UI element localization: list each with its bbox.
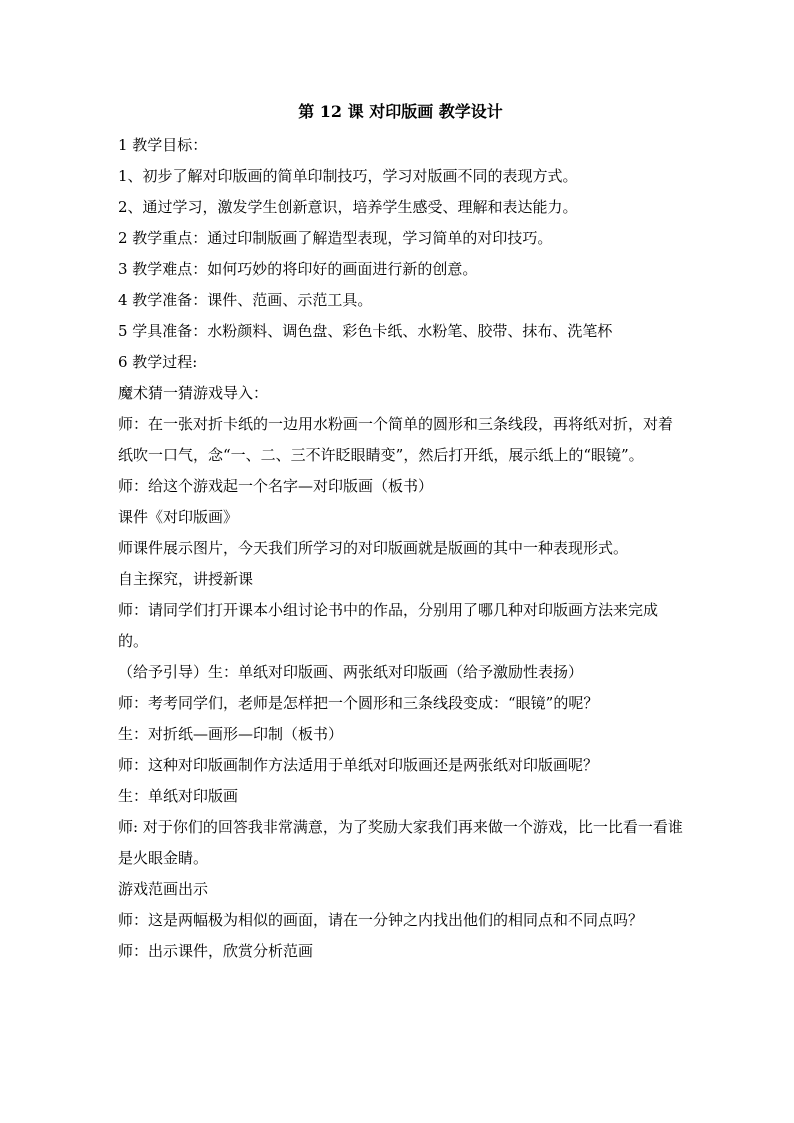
paragraph-teacher-prep: 4 教学准备：课件、范画、示范工具。 <box>118 291 373 309</box>
paragraph-student-prep: 5 学具准备：水粉颜料、调色盘、彩色卡纸、水粉笔、胶带、抹布、洗笔杯 <box>118 322 613 340</box>
paragraph-courseware: 课件《对印版画》 <box>118 508 239 526</box>
paragraph-guidance: （给予引导）生：单纸对印版画、两张纸对印版画（给予激励性表扬） <box>118 663 584 681</box>
paragraph-key-points: 2 教学重点：通过印制版画了解造型表现，学习简单的对印技巧。 <box>118 229 553 247</box>
document-page <box>118 100 683 967</box>
paragraph-student-answer-steps: 生：对折纸—画形—印制（板书） <box>118 725 344 743</box>
paragraph-difficulties: 3 教学难点：如何巧妙的将印好的画面进行新的创意。 <box>118 260 478 278</box>
document-title: 第 12 课 对印版画 教学设计 <box>298 102 503 121</box>
paragraph-show-courseware: 师：出示课件，欣赏分析范画 <box>118 942 314 960</box>
paragraph-group-discussion: 师：请同学们打开课本小组讨论书中的作品，分别用了哪几种对印版画方法来完成的。 <box>118 601 659 650</box>
paragraph-magic-intro: 魔术猜一猜游戏导入： <box>118 384 269 402</box>
paragraph-objective-1: 1、初步了解对印版画的简单印制技巧，学习对版画不同的表现方式。 <box>118 167 578 185</box>
paragraph-process-heading: 6 教学过程: <box>118 353 198 371</box>
paragraph-teacher-question-method: 师：这种对印版画制作方法适用于单纸对印版画还是两张纸对印版画呢？ <box>118 756 599 774</box>
paragraph-teacher-question: 师：考考同学们，老师是怎样把一个圆形和三条线段变成：“眼镜”的呢？ <box>118 694 599 712</box>
document-body <box>118 130 683 967</box>
paragraph-game-heading: 游戏范画出示 <box>118 880 209 898</box>
paragraph-student-answer-method: 生：单纸对印版画 <box>118 787 239 805</box>
paragraph-compare-question: 师：这是两幅极为相似的画面，请在一分钟之内找出他们的相同点和不同点吗？ <box>118 911 644 929</box>
paragraph-explore-heading: 自主探究，讲授新课 <box>118 570 254 588</box>
paragraph-game-name: 师：给这个游戏起一个名字—对印版画（板书） <box>118 477 434 495</box>
paragraph-magic-description: 师：在一张对折卡纸的一边用水粉画一个简单的圆形和三条线段，再将纸对折，对着纸吹一口气，念“一、二、三不许眨眼睛变”，然后打开纸，展示纸上的“眼镜”。 <box>118 415 674 464</box>
paragraph-objective-2: 2、通过学习，激发学生创新意识，培养学生感受、理解和表达能力。 <box>118 198 578 216</box>
paragraph-courseware-display: 师课件展示图片，今天我们所学习的对印版画就是版画的其中一种表现形式。 <box>118 539 629 557</box>
paragraph-objectives-heading: 1 教学目标： <box>118 136 208 154</box>
paragraph-teacher-reward: 师: 对于你们的回答我非常满意，为了奖励大家我们再来做一个游戏，比一比看一看谁是火眼金睛。 <box>118 818 683 867</box>
